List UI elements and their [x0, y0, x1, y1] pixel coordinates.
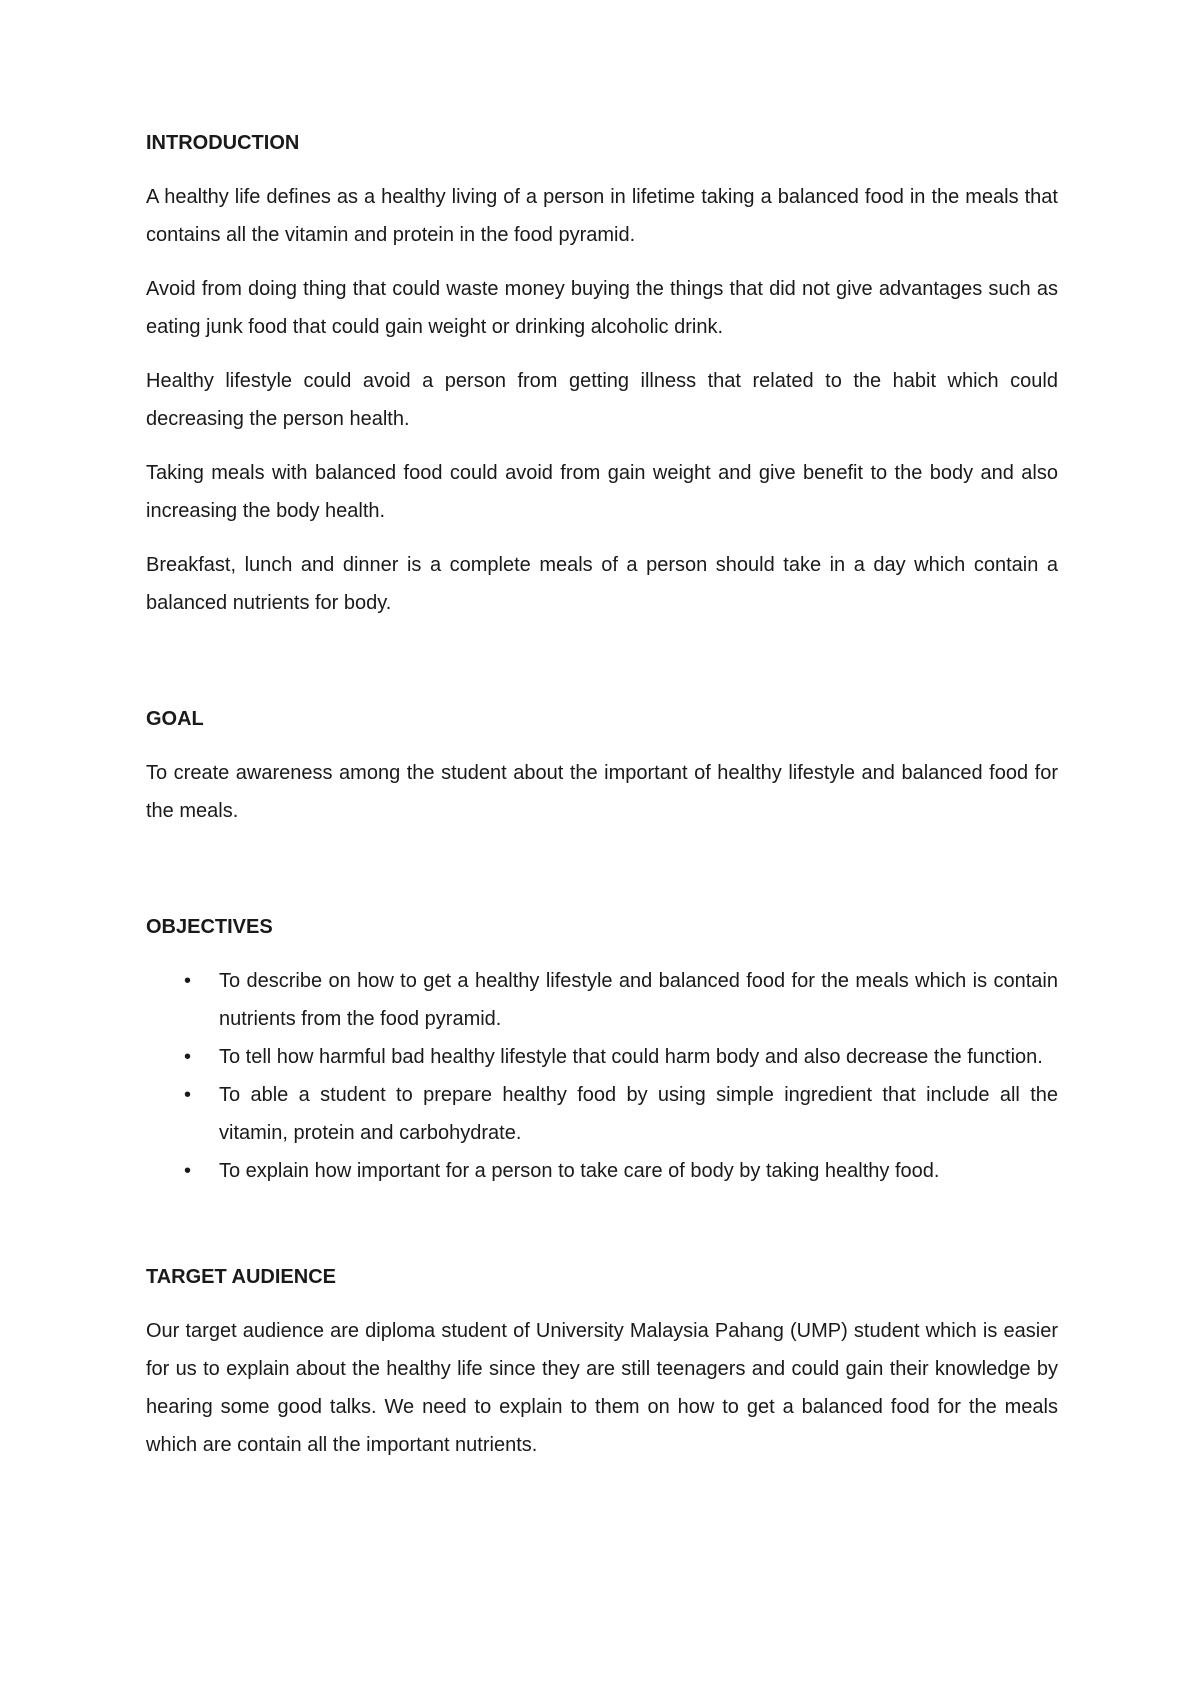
bullet-icon: •: [184, 1084, 192, 1106]
document-page: [146, 130, 1058, 1480]
bullet-icon: •: [184, 1046, 192, 1068]
target-audience-heading: TARGET AUDIENCE: [146, 1266, 336, 1288]
bullet-icon: •: [184, 970, 192, 992]
introduction-paragraph: Healthy lifestyle could avoid a person from getting illness that related to the habit which could decreasing the person health.: [146, 370, 1058, 430]
section-spacer: [146, 638, 1058, 706]
introduction-paragraph: Avoid from doing thing that could waste money buying the things that did not give advantages such as eating junk food that could gain weight or drinking alcoholic drink.: [146, 278, 1058, 338]
target-audience-paragraph: Our target audience are diploma student of University Malaysia Pahang (UMP) student which is easier for us to explain about the healthy life since they are still teenagers and could gain their knowledge by hearing some good talks. We need to explain to them on how to get a balanced food for the meals which are contain all the important nutrients.: [146, 1320, 1058, 1456]
objective-text: To describe on how to get a healthy lifestyle and balanced food for the meals which is contain nutrients from the food pyramid.: [219, 970, 1058, 1030]
introduction-paragraph: A healthy life defines as a healthy living of a person in lifetime taking a balanced food in the meals that contains all the vitamin and protein in the food pyramid.: [146, 186, 1058, 246]
introduction-heading: INTRODUCTION: [146, 132, 300, 154]
objective-text: To able a student to prepare healthy food by using simple ingredient that include all the vitamin, protein and carbohydrate.: [219, 1084, 1058, 1144]
objectives-heading: OBJECTIVES: [146, 916, 273, 938]
goal-heading: GOAL: [146, 708, 204, 730]
introduction-paragraph: Taking meals with balanced food could avoid from gain weight and give benefit to the body and also increasing the body health.: [146, 462, 1058, 522]
section-spacer: [146, 846, 1058, 914]
objectives-list: [146, 962, 1058, 1190]
introduction-paragraph: Breakfast, lunch and dinner is a complete meals of a person should take in a day which contain a balanced nutrients for body.: [146, 554, 1058, 614]
goal-paragraph: To create awareness among the student about the important of healthy lifestyle and balanced food for the meals.: [146, 762, 1058, 822]
objective-item: [146, 962, 1058, 1038]
objective-item: [146, 1038, 1058, 1076]
objective-item: [146, 1152, 1058, 1190]
bullet-icon: •: [184, 1160, 192, 1182]
section-spacer: [146, 1190, 1058, 1264]
objective-text: To explain how important for a person to take care of body by taking healthy food.: [219, 1160, 940, 1182]
objective-item: [146, 1076, 1058, 1152]
objective-text: To tell how harmful bad healthy lifestyle that could harm body and also decrease the function.: [219, 1046, 1043, 1068]
